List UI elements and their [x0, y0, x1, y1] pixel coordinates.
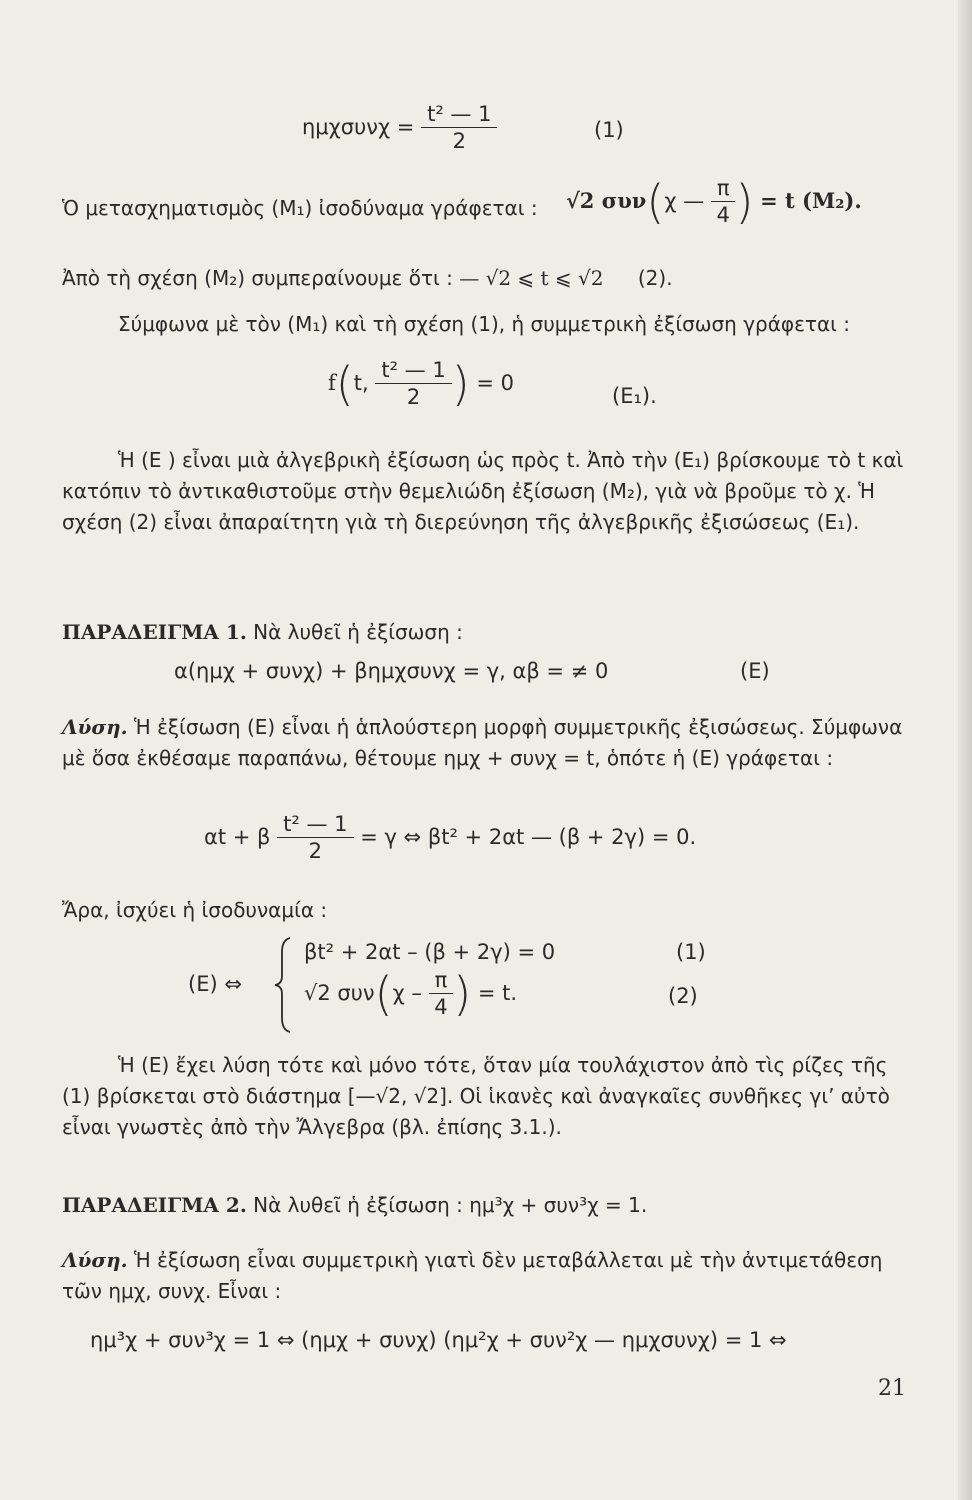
equation-e1-label: (E₁). [612, 384, 657, 408]
solution-2: Λύση. Ἡ ἐξίσωση εἶναι συμμετρικὴ γιατὶ δὲν μεταβάλλεται μὲ τὴν ἀντιμετάθεση τῶν ημχ, συνχ. Εἶναι : [62, 1248, 883, 1303]
final-equation: ημ³χ + συν³χ = 1 ⇔ (ημχ + συνχ) (ημ²χ + συν²χ — ημχσυνχ) = 1 ⇔ [90, 1328, 787, 1352]
conclude-line: Ἀπὸ τὴ σχέση (M₂) συμπεραίνουμε ὅτι : — √2 ⩽ t ⩽ √2 (2). [62, 266, 673, 290]
pi-over-4: $\frac{\pi}{4}$ [429, 968, 454, 1020]
equivalence-intro: Ἄρα, ἰσχύει ἡ ἰσοδυναμία : [62, 898, 328, 922]
transform-text: Ὁ μετασχηματισμὸς (M₁) ἰσοδύναμα γράφεται : [62, 196, 538, 220]
equation-1 [302, 102, 497, 154]
equation-e: α(ημχ + συνχ) + βημχσυνχ = γ, αβ = ≠ 0 [174, 659, 609, 683]
equation-1-lhs: ημχσυνχ = [302, 115, 415, 139]
paragraph-1: Ἡ (E ) εἶναι μιὰ ἀλγεβρικὴ ἐξίσωση ὡς πρὸς t. Ἀπὸ τὴν (E₁) βρίσκουμε τὸ t καὶ κατόπιν τὸ ἀντικαθιστοῦμε στὴν θεμελιώδη ἐξίσωση (M₂), γιὰ νὰ βροῦμε τὸ χ. Ἡ σχέση (2) εἶναι ἀπαραίτητη γιὰ τὴ διερεύνηση τῆς ἀλγεβρικῆς ἐξισώσεως (E₁). [62, 448, 904, 534]
paragraph-2: Ἡ (E) ἔχει λύση τότε καὶ μόνο τότε, ὅταν μία τουλάχιστον ἀπὸ τὶς ρίζες τῆς (1) βρίσκεται στὸ διάστημα [—√2, √2]. Οἱ ἱκανὲς καὶ ἀναγκαῖες συνθῆκες γι’ αὐτὸ εἶναι γνωστὲς ἀπὸ τὴν Ἄλγεβρα (βλ. ἐπίσης 3.1.). [62, 1053, 890, 1139]
system-lhs: (E) ⇔ [188, 972, 242, 996]
symmetric-line: Σύμφωνα μὲ τὸν (M₁) καὶ τὴ σχέση (1), ἡ συμμετρικὴ ἐξίσωση γράφεται : [118, 312, 851, 336]
page-number: 21 [878, 1376, 906, 1401]
fraction: $\frac{\text{t² — 1}}{2}$ [375, 358, 451, 410]
equation-e-label: (E) [740, 659, 770, 683]
fraction: $\frac{\text{t² — 1}}{2}$ [421, 102, 497, 154]
example-2-heading: ΠΑΡΑΔΕΙΓΜΑ 2. Νὰ λυθεῖ ἡ ἐξίσωση : ημ³χ + συν³χ = 1. [62, 1193, 648, 1217]
equation-1-label: (1) [594, 118, 624, 142]
system-label-2: (2) [668, 984, 698, 1008]
pi-over-4: $\frac{\pi}{4}$ [711, 176, 736, 228]
system-row-1: βt² + 2αt – (β + 2γ) = 0 [304, 940, 556, 964]
example-1-heading: ΠΑΡΑΔΕΙΓΜΑ 1. Νὰ λυθεῖ ἡ ἐξίσωση : [62, 620, 463, 644]
solution-1: Λύση. Ἡ ἐξίσωση (E) εἶναι ἡ ἁπλούστερη μορφὴ συμμετρικῆς ἐξισώσεως. Σύμφωνα μὲ ὅσα ἐκθέσαμε παραπάνω, θέτουμε ημχ + συνχ = t, ὁπότε ἡ (E) γράφεται : [62, 715, 903, 770]
equation-e1: f(t, $\frac{\text{t² — 1}}{2}$ ) = 0 [328, 357, 514, 411]
fraction: $\frac{\text{t² — 1}}{2}$ [277, 812, 353, 864]
system-label-1: (1) [676, 940, 706, 964]
transform-equation: √2 συν(χ — $\frac{\pi}{4}$ ) = t (M₂). [566, 175, 862, 229]
system-brace [272, 936, 296, 1034]
page-gutter-shadow [958, 0, 972, 1500]
system-row-2: √2 συν(χ – $\frac{\pi}{4}$ ) = t. [304, 967, 518, 1021]
substitution-equation: αt + β $\frac{\text{t² — 1}}{2}$ = γ ⇔ βt² + 2αt — (β + 2γ) = 0. [204, 812, 697, 863]
